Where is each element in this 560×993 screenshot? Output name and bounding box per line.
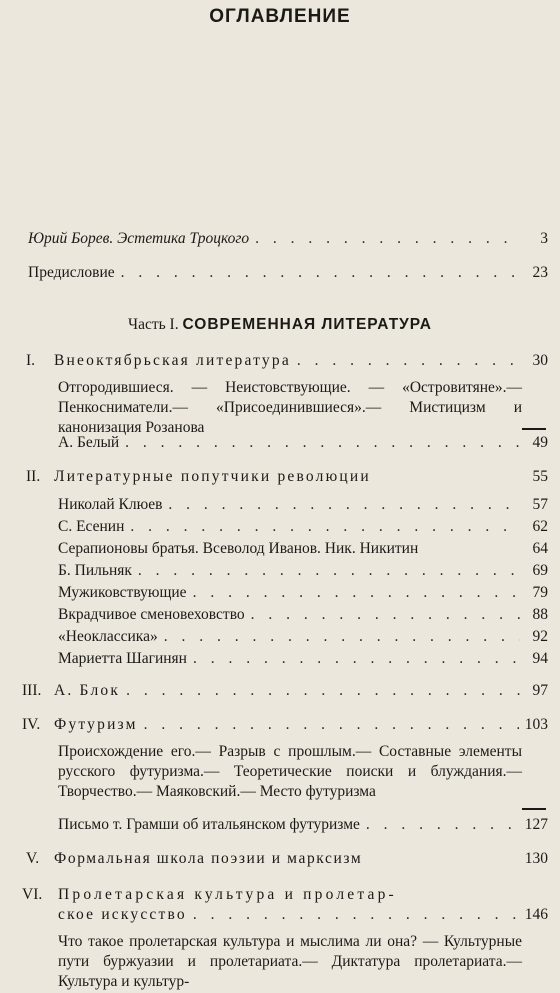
chapter-number: I.: [26, 352, 36, 369]
entry-label: Мужиковствующие: [58, 584, 187, 601]
entry-label: Серапионовы братья. Всеволод Иванов. Ник. Никитин: [58, 540, 419, 557]
toc-entry-serapion[interactable]: [58, 538, 548, 560]
chapter-label-cont: ское искусство: [58, 906, 187, 923]
entry-page: 127: [524, 816, 548, 833]
chapter-page: 55: [532, 468, 548, 485]
part-number: Часть I.: [128, 316, 179, 333]
dash-mark: [522, 428, 546, 430]
entry-label: Б. Пильняк: [58, 562, 132, 579]
dash-mark: [522, 808, 546, 810]
toc-entry-borev[interactable]: [28, 228, 548, 250]
toc-chapter-5[interactable]: [26, 848, 548, 870]
chapter-number: VI.: [22, 886, 43, 903]
chapter-6-description: Что такое пролетарская культура и мыслима ли она? — Культурные пути буржуазии и пролетариата.— Диктатура пролетариата.— Культура и культур-: [58, 933, 522, 990]
entry-page: 62: [532, 518, 548, 535]
leader-dots: [193, 582, 520, 604]
toc-chapter-4[interactable]: [22, 714, 548, 736]
chapter-number: V.: [26, 850, 40, 867]
toc-chapter-3[interactable]: [22, 680, 548, 702]
entry-label: Николай Клюев: [58, 496, 163, 513]
toc-entry-smenovekh[interactable]: [58, 604, 548, 626]
toc-chapter-6-line2[interactable]: [58, 904, 548, 926]
toc-entry-esenin[interactable]: [58, 516, 548, 538]
leader-dots: [251, 604, 520, 626]
entry-label: А. Белый: [58, 434, 120, 451]
toc-entry-shaginyan[interactable]: [58, 648, 548, 670]
entry-label: Юрий Борев. Эстетика Троцкого: [28, 230, 250, 247]
toc-chapter-6-line1[interactable]: [22, 884, 548, 906]
leader-dots: [366, 814, 519, 836]
chapter-number: IV.: [22, 716, 41, 733]
entry-label: Предисловие: [28, 264, 115, 281]
leader-dots: [193, 648, 520, 670]
chapter-page: 103: [524, 716, 548, 733]
leader-dots: [255, 228, 520, 250]
entry-label: Вкрадчивое сменовеховство: [58, 606, 245, 623]
leader-dots: [125, 432, 520, 454]
page-title: ОГЛАВЛЕНИЕ: [209, 6, 351, 27]
toc-chapter-2[interactable]: [26, 466, 548, 488]
toc-entry-muzhik[interactable]: [58, 582, 548, 604]
entry-page: 79: [532, 584, 548, 601]
chapter-label: Внеоктябрьская литература: [54, 352, 291, 369]
entry-page: 3: [540, 230, 548, 247]
toc-entry-neoclassic[interactable]: [58, 626, 548, 648]
toc-chapter-1[interactable]: [26, 350, 548, 372]
chapter-label: Футуризм: [54, 716, 138, 733]
leader-dots: [138, 560, 520, 582]
leader-dots: [121, 262, 520, 284]
chapter-number: II.: [26, 468, 41, 485]
entry-page: 49: [532, 434, 548, 451]
entry-page: 64: [532, 540, 548, 557]
leader-dots: [193, 904, 519, 926]
toc-entry-preface[interactable]: [28, 262, 548, 284]
chapter-page: 146: [524, 906, 548, 923]
leader-dots: [297, 350, 520, 372]
toc-entry-gramsci[interactable]: [58, 814, 548, 836]
entry-page: 92: [532, 628, 548, 645]
entry-page: 23: [532, 264, 548, 281]
entry-page: 69: [532, 562, 548, 579]
chapter-number: III.: [22, 682, 42, 699]
toc-entry-bely[interactable]: [58, 432, 548, 454]
entry-page: 57: [532, 496, 548, 513]
entry-page: 88: [532, 606, 548, 623]
entry-page: 94: [532, 650, 548, 667]
chapter-label: Пролетарская культура и пролетар-: [58, 886, 397, 903]
toc-entry-pilnyak[interactable]: [58, 560, 548, 582]
chapter-label: А. Блок: [54, 682, 121, 699]
leader-dots: [168, 494, 520, 516]
entry-label: «Неоклассика»: [58, 628, 158, 645]
leader-dots: [126, 680, 520, 702]
chapter-label: Формальная школа поэзии и марксизм: [54, 850, 363, 867]
part-heading: [0, 316, 560, 334]
entry-label: Мариетта Шагинян: [58, 650, 187, 667]
toc-entry-klyuev[interactable]: [58, 494, 548, 516]
entry-label: Письмо т. Грамши об итальянском футуризме: [58, 816, 360, 833]
chapter-page: 30: [532, 352, 548, 369]
part-title: СОВРЕМЕННАЯ ЛИТЕРАТУРА: [182, 316, 432, 333]
chapter-1-description: Отгородившиеся. — Неистовствующие. — «Островитяне».— Пенкосниматели.— «Присоединившиеся».— Мистицизм и канонизация Розанова: [58, 379, 522, 436]
leader-dots: [144, 714, 519, 736]
chapter-4-description: Происхождение его.— Разрыв с прошлым.— Составные элементы русского футуризма.— Теоретические поиски и блуждания.— Творчество.— Маяковский.— Место футуризма: [58, 743, 522, 800]
entry-label: С. Есенин: [58, 518, 125, 535]
chapter-label: Литературные попутчики революции: [54, 468, 371, 485]
leader-dots: [164, 626, 520, 648]
chapter-page: 97: [532, 682, 548, 699]
leader-dots: [130, 516, 520, 538]
chapter-page: 130: [524, 850, 548, 867]
